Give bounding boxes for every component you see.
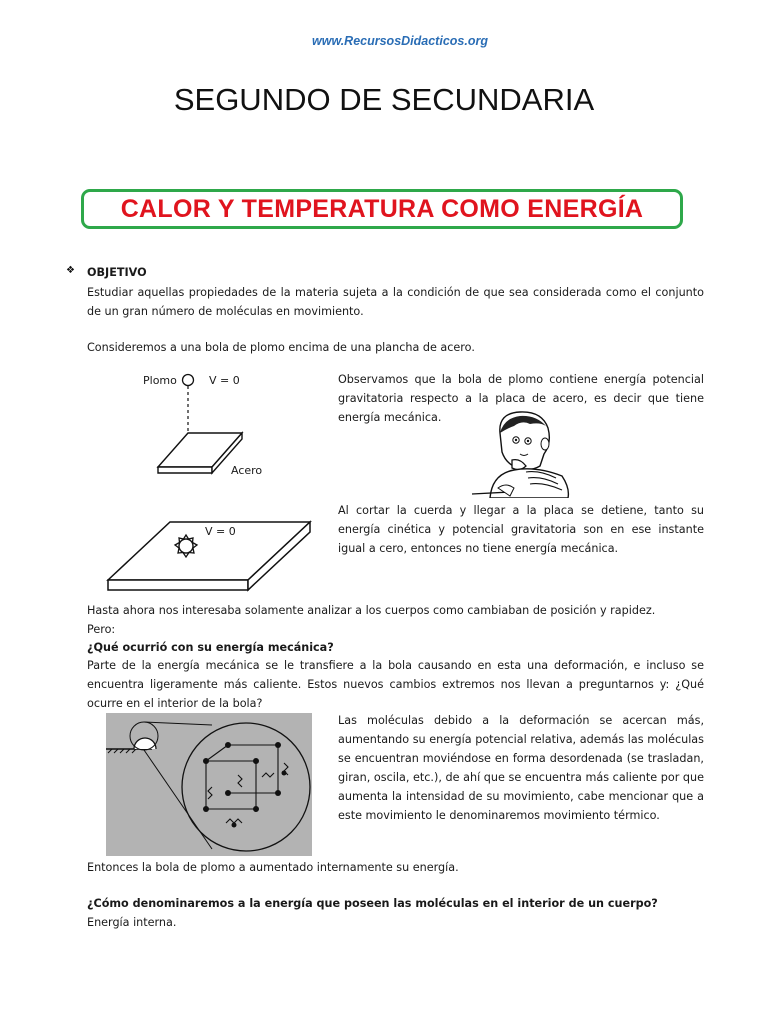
intro-paragraph: Consideremos a una bola de plomo encima de una plancha de acero. — [87, 341, 475, 354]
answer-internal-energy: Energía interna. — [87, 916, 177, 929]
diamond-bullet-icon: ❖ — [66, 265, 75, 276]
question-mechanical-energy: ¿Qué ocurrió con su energía mecánica? — [87, 641, 334, 654]
topic-title: CALOR Y TEMPERATURA COMO ENERGÍA — [120, 194, 644, 223]
parte-paragraph: Parte de la energía mecánica se le transfiere a la bola causando en esta una deformación, e incluso se encuentra ligeramente más caliente. Estos nuevos cambios extremos nos llevan a preguntarnos y: ¿Qué ocurre en el interior de la bola? — [87, 659, 704, 710]
label-acero: Acero — [231, 464, 263, 477]
objective-heading: OBJETIVO — [87, 266, 147, 279]
observation-paragraph: Observamos que la bola de plomo contiene energía potencial gravitatoria respecto a la placa de acero, es decir que tiene energía mecánica. — [338, 373, 704, 424]
topic-title-box — [81, 189, 683, 229]
molecule-lattice-icon — [106, 713, 312, 856]
objective-text: Estudiar aquellas propiedades de la materia sujeta a la condición de que sea considerada como el conjunto de un gran número de moléculas en movimiento. — [87, 286, 704, 318]
label-velocity-top: V = 0 — [209, 374, 240, 387]
pero-label: Pero: — [87, 623, 116, 636]
question-internal-energy: ¿Cómo denominaremos a la energía que poseen las moléculas en el interior de un cuerpo? — [87, 897, 658, 910]
hasta-ahora-paragraph: Hasta ahora nos interesaba solamente analizar a los cuerpos como cambiaban de posición y rapidez. — [87, 604, 656, 617]
entonces-paragraph: Entonces la bola de plomo a aumentado internamente su energía. — [87, 861, 459, 874]
thinking-boy-icon — [470, 408, 580, 498]
grade-title: SEGUNDO DE SECUNDARIA — [173, 82, 595, 117]
molecules-paragraph: Las moléculas debido a la deformación se acercan más, aumentando su energía potencial relativa, además las moléculas se encuentran moviéndose en forma desordenada (se trasladan, giran, oscila, etc.), de ahí que se encuentra más caliente por que aumenta la intensidad de su movimiento, cabe mencionar que a este movimiento le denominaremos movimiento térmico. — [338, 714, 704, 822]
steel-plate-icon — [100, 508, 315, 598]
label-velocity-bottom: V = 0 — [205, 525, 236, 538]
label-plomo: Plomo — [143, 374, 177, 387]
cut-rope-paragraph: Al cortar la cuerda y llegar a la placa se detiene, tanto su energía cinética y potencial gravitatoria son en ese instante igual a cero, entonces no tiene energía mecánica. — [338, 504, 704, 555]
site-url[interactable]: www.RecursosDidacticos.org — [312, 34, 488, 48]
